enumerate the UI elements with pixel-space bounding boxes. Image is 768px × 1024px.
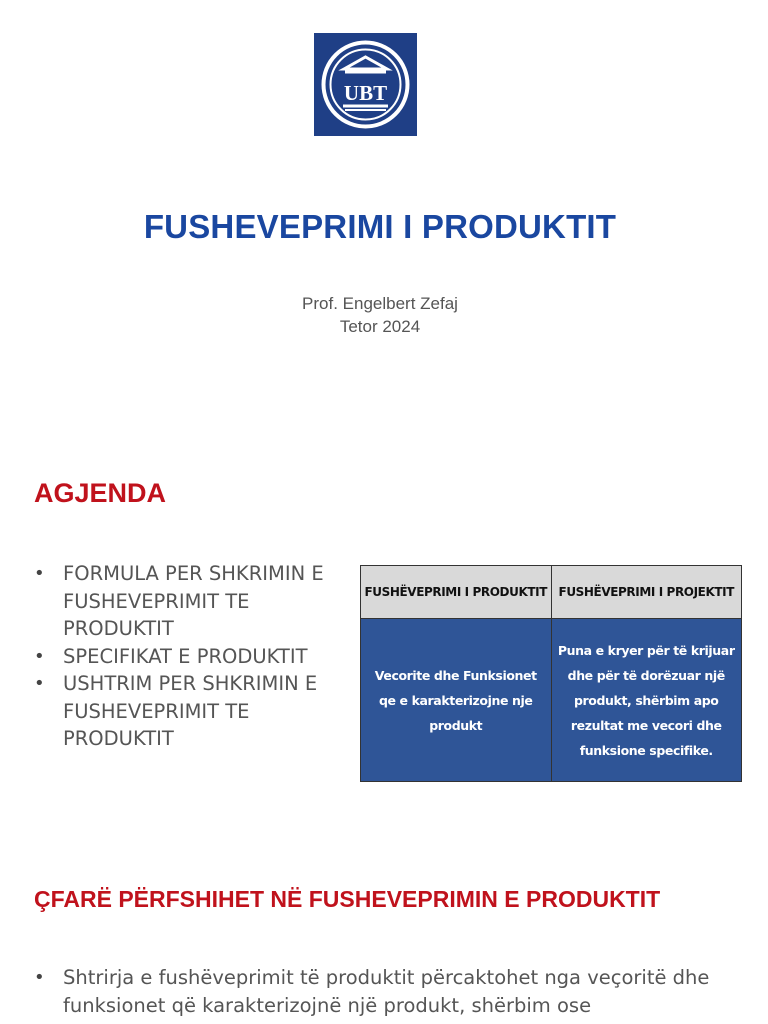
list-item-text: SPECIFIKAT E PRODUKTIT: [63, 644, 308, 668]
table-header-row: [361, 566, 742, 619]
table-cell-project-scope: Puna e kryer për të krijuar dhe për të dorëzuar një produkt, shërbim apo rezultat me vecori dhe funksione specifike.: [551, 619, 742, 782]
list-item-text: Shtrirja e fushëveprimit të produktit përcaktohet nga veçoritë dhe funksionet që karakterizojnë një produkt, shërbim ose: [63, 966, 710, 1017]
ubt-logo: [314, 33, 417, 136]
table-row: [361, 619, 742, 782]
author-name: Prof. Engelbert Zefaj: [302, 294, 458, 313]
agenda-list: [34, 560, 344, 753]
bullet-dot-icon: •: [34, 645, 45, 667]
section-bullet-list: [34, 964, 734, 1019]
bullet-dot-icon: •: [34, 563, 45, 584]
slide-title: FUSHEVEPRIMI I PRODUKTIT: [143, 208, 617, 245]
section-heading: ÇFARË PËRFSHIHET NË FUSHEVEPRIMIN E PRODUKTIT: [34, 886, 661, 912]
list-item: [34, 670, 344, 753]
list-item-text: USHTRIM PER SHKRIMIN E FUSHEVEPRIMIT TE PRODUKTIT: [63, 672, 318, 750]
table-cell-product-scope: Vecorite dhe Funksionet qe e karakterizojne nje produkt: [361, 619, 552, 782]
scope-comparison-table: [360, 565, 742, 782]
list-item: [34, 560, 344, 643]
presentation-date: Tetor 2024: [339, 317, 421, 336]
slide-subtitle: [0, 292, 760, 338]
table-header-product-scope: FUSHËVEPRIMI I PRODUKTIT: [361, 566, 552, 619]
list-item: [34, 643, 344, 671]
list-item: [34, 964, 734, 1019]
logo-text: UBT: [343, 81, 388, 105]
bullet-dot-icon: •: [34, 673, 45, 694]
university-columns-emblem-icon: [314, 33, 417, 136]
list-item-text: FORMULA PER SHKRIMIN E FUSHEVEPRIMIT TE PRODUKTIT: [63, 562, 324, 640]
bullet-dot-icon: •: [34, 967, 45, 988]
agenda-heading: AGJENDA: [34, 478, 167, 508]
table-header-project-scope: FUSHËVEPRIMI I PROJEKTIT: [551, 566, 742, 619]
